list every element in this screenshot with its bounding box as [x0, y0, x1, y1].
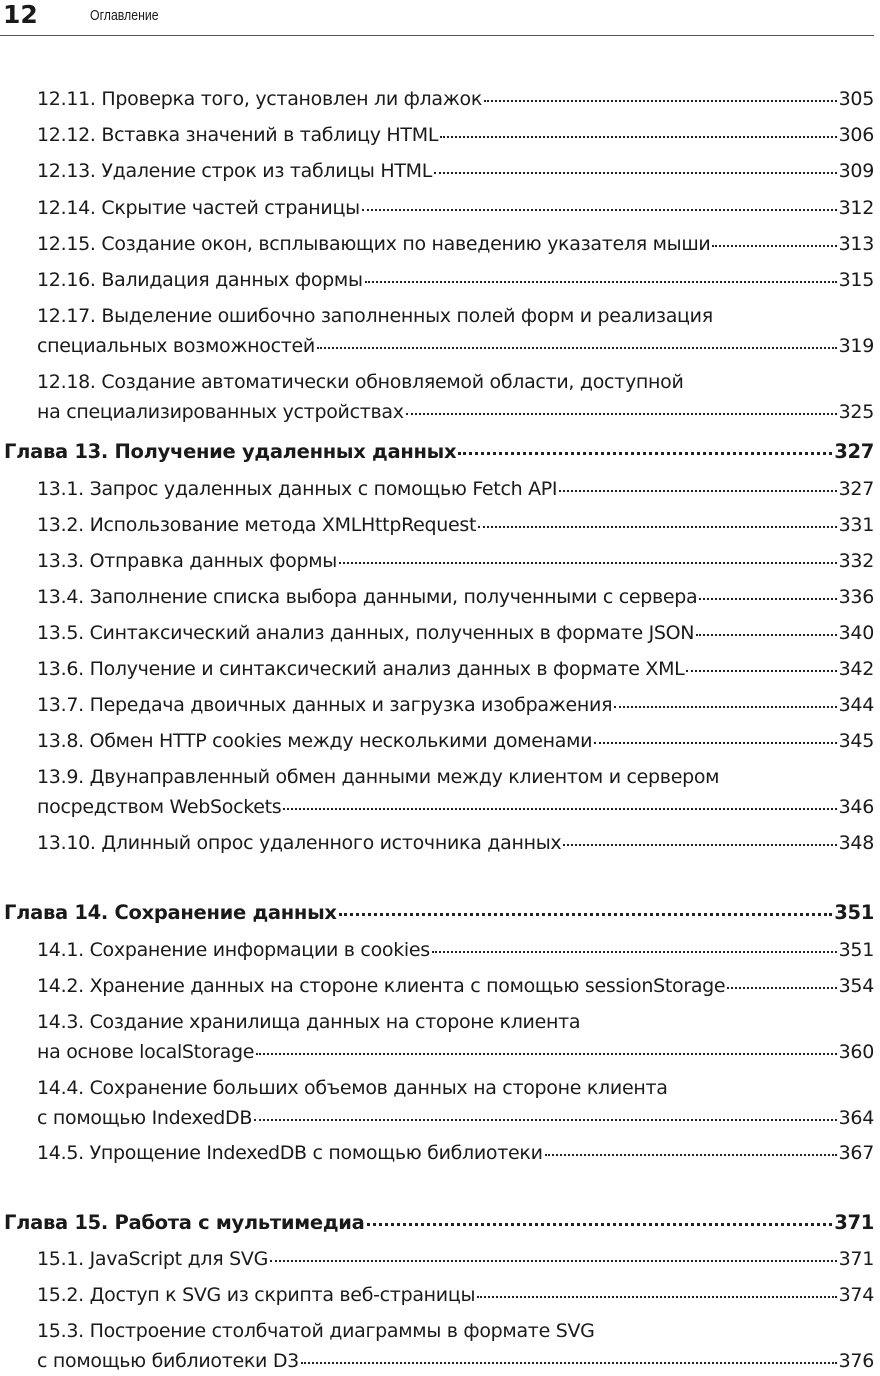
- toc-entry-title: 12.12. Вставка значений в таблицу HTML: [37, 124, 439, 146]
- toc-entry-line: [37, 1280, 874, 1310]
- toc-entry-line: [37, 582, 874, 612]
- toc-entry-line: [37, 828, 874, 858]
- toc-entry-title: 13.7. Передача двоичных данных и загрузка изображения: [37, 694, 613, 716]
- toc-page-number: 327: [838, 478, 874, 500]
- toc-section-entry: [37, 510, 874, 540]
- toc-entry-title: Глава 14. Сохранение данных: [4, 901, 337, 924]
- toc-page-number: 351: [834, 901, 874, 924]
- dot-leader: [367, 1222, 833, 1226]
- toc-entry-line: [37, 1037, 874, 1067]
- toc-chapter-entry: [4, 1208, 874, 1238]
- dot-leader: [484, 99, 837, 102]
- toc-entry-title: с помощью библиотеки D3: [37, 1350, 299, 1372]
- dot-leader: [614, 705, 836, 708]
- toc-section-entry: [37, 971, 874, 1001]
- toc-section-entry: [37, 474, 874, 504]
- toc-entry-line: [37, 1346, 874, 1376]
- toc-entry-title: 12.16. Валидация данных формы: [37, 269, 363, 291]
- dot-leader: [699, 597, 836, 600]
- toc-entry-line: [37, 331, 874, 361]
- toc-section-entry: [37, 935, 874, 965]
- toc-page-number: 305: [838, 88, 874, 110]
- toc-section-entry: [37, 618, 874, 648]
- toc-section-entry: [37, 690, 874, 720]
- toc-section-entry: [37, 1280, 874, 1310]
- toc-entry-title: 13.9. Двунаправленный обмен данными между клиентом и сервером: [37, 766, 720, 788]
- toc-page-number: 345: [838, 730, 874, 752]
- toc-section-entry: [37, 654, 874, 684]
- toc-page-number: 351: [838, 939, 874, 961]
- toc-section-entry: [37, 301, 874, 361]
- toc-page-number: 360: [838, 1041, 874, 1063]
- toc-chapter-entry: [4, 437, 874, 467]
- dot-leader: [254, 1118, 837, 1121]
- dot-leader: [365, 280, 837, 283]
- toc-entry-line: [37, 510, 874, 540]
- toc-section-entry: [37, 828, 874, 858]
- toc-entry-line: [37, 1316, 874, 1346]
- toc-entry-line: [37, 1138, 874, 1168]
- toc-section-entry: [37, 120, 874, 150]
- page-number: 12: [3, 0, 38, 29]
- toc-page-number: 331: [838, 514, 874, 536]
- toc-page-number: 312: [838, 197, 874, 219]
- toc-entry-title: 13.8. Обмен HTTP cookies между несколькими доменами: [37, 730, 593, 752]
- toc-page-number: 340: [838, 622, 874, 644]
- toc-page-number: 342: [838, 658, 874, 680]
- toc-entry-line: [37, 1073, 874, 1103]
- dot-leader: [545, 1153, 837, 1156]
- toc-entry-line: [37, 1007, 874, 1037]
- toc-entry-title: 14.3. Создание хранилища данных на стороне клиента: [37, 1011, 581, 1033]
- toc-page-number: 346: [838, 796, 874, 818]
- toc-entry-line: [37, 156, 874, 186]
- toc-page-number: 315: [838, 269, 874, 291]
- toc-entry-line: [37, 193, 874, 223]
- toc-section-entry: [37, 762, 874, 822]
- toc-page-number: 309: [838, 160, 874, 182]
- toc-entry-line: [37, 84, 874, 114]
- toc-entry-title: 14.2. Хранение данных на стороне клиента с помощью sessionStorage: [37, 975, 726, 997]
- toc-page-number: 371: [834, 1211, 874, 1234]
- toc-entry-title: 15.2. Доступ к SVG из скрипта веб-страницы: [37, 1284, 476, 1306]
- toc-entry-title: 12.15. Создание окон, всплывающих по наведению указателя мыши: [37, 233, 711, 255]
- toc-entry-title: на основе localStorage: [37, 1041, 255, 1063]
- toc-entry-line: [37, 397, 874, 427]
- toc-entry-title: на специализированных устройствах: [37, 401, 404, 423]
- running-title: Оглавление: [90, 7, 159, 24]
- dot-leader: [301, 1361, 837, 1364]
- toc-entry-line: [37, 618, 874, 648]
- toc-page-number: 332: [838, 550, 874, 572]
- toc-entry-line: [37, 367, 874, 397]
- dot-leader: [317, 346, 837, 349]
- toc-section-entry: [37, 1138, 874, 1168]
- toc-entry-line: [37, 971, 874, 1001]
- dot-leader: [432, 950, 837, 953]
- toc-page-number: 325: [838, 401, 874, 423]
- toc-entry-line: [4, 437, 874, 467]
- toc-entry-line: [37, 935, 874, 965]
- toc-entry-title: 12.14. Скрытие частей страницы: [37, 197, 360, 219]
- toc-entry-title: 15.1. JavaScript для SVG: [37, 1248, 268, 1270]
- toc-section-entry: [37, 193, 874, 223]
- toc-entry-title: 14.4. Сохранение больших объемов данных на стороне клиента: [37, 1077, 668, 1099]
- toc-entry-title: специальных возможностей: [37, 335, 315, 357]
- dot-leader: [696, 633, 836, 636]
- dot-leader: [712, 244, 836, 247]
- toc-section-entry: [37, 84, 874, 114]
- toc-section-entry: [37, 1316, 874, 1376]
- dot-leader: [458, 451, 832, 455]
- toc-page-number: 364: [838, 1107, 874, 1129]
- toc-page-number: 374: [838, 1284, 874, 1306]
- dot-leader: [559, 489, 836, 492]
- toc-entry-title: 14.5. Упрощение IndexedDB с помощью библиотеки: [37, 1142, 543, 1164]
- toc-section-entry: [37, 546, 874, 576]
- dot-leader: [339, 561, 837, 564]
- toc-section-entry: [37, 582, 874, 612]
- toc-section-entry: [37, 1073, 874, 1133]
- toc-page-number: 354: [838, 975, 874, 997]
- toc-entry-title: 13.10. Длинный опрос удаленного источника данных: [37, 832, 562, 854]
- toc-entry-line: [37, 762, 874, 792]
- toc-section-entry: [37, 1244, 874, 1274]
- dot-leader: [406, 412, 837, 415]
- toc-page-number: 306: [838, 124, 874, 146]
- toc-page-number: 336: [838, 586, 874, 608]
- toc-entry-title: 14.1. Сохранение информации в cookies: [37, 939, 430, 961]
- toc-entry-title: 13.4. Заполнение списка выбора данными, полученными с сервера: [37, 586, 698, 608]
- toc-entry-title: 12.18. Создание автоматически обновляемой области, доступной: [37, 371, 684, 393]
- dot-leader: [594, 741, 836, 744]
- dot-leader: [270, 1259, 837, 1262]
- toc-entry-title: посредством WebSockets: [37, 796, 282, 818]
- toc-section-entry: [37, 156, 874, 186]
- toc-page-number: 327: [834, 440, 874, 463]
- toc-entry-title: 12.11. Проверка того, установлен ли флажок: [37, 88, 483, 110]
- header-rule: [0, 35, 874, 36]
- dot-leader: [256, 1052, 836, 1055]
- toc-entry-title: 13.5. Синтаксический анализ данных, полученных в формате JSON: [37, 622, 695, 644]
- toc-entry-line: [37, 120, 874, 150]
- toc-entry-line: [37, 265, 874, 295]
- toc-entry-line: [37, 792, 874, 822]
- toc-entry-line: [37, 301, 874, 331]
- toc-entry-title: 12.17. Выделение ошибочно заполненных полей форм и реализация: [37, 305, 713, 327]
- toc-section-entry: [37, 726, 874, 756]
- toc-page-number: 371: [838, 1248, 874, 1270]
- page-header: [0, 0, 880, 36]
- dot-leader: [477, 1295, 836, 1298]
- toc-entry-line: [37, 654, 874, 684]
- toc-entry-title: Глава 13. Получение удаленных данных: [4, 440, 457, 463]
- toc-section-entry: [37, 1007, 874, 1067]
- toc-section-entry: [37, 229, 874, 259]
- toc-page-number: 313: [838, 233, 874, 255]
- toc-entry-line: [37, 229, 874, 259]
- toc-page-number: 348: [838, 832, 874, 854]
- dot-leader: [478, 525, 836, 528]
- toc-entry-title: Глава 15. Работа с мультимедиа: [4, 1211, 365, 1234]
- toc-entry-line: [37, 1244, 874, 1274]
- toc-entry-title: 13.1. Запрос удаленных данных с помощью Fetch API: [37, 478, 558, 500]
- dot-leader: [727, 986, 836, 989]
- toc-entry-line: [37, 690, 874, 720]
- dot-leader: [563, 843, 836, 846]
- dot-leader: [686, 669, 836, 672]
- toc-section-entry: [37, 367, 874, 427]
- dot-leader: [339, 912, 832, 916]
- toc-entry-line: [37, 1103, 874, 1133]
- toc-page-number: 319: [838, 335, 874, 357]
- toc-chapter-entry: [4, 898, 874, 928]
- dot-leader: [362, 208, 837, 211]
- toc-entry-line: [37, 474, 874, 504]
- toc-entry-line: [37, 546, 874, 576]
- toc-section-entry: [37, 265, 874, 295]
- toc-entry-title: 13.2. Использование метода XMLHttpRequest: [37, 514, 477, 536]
- toc-entry-line: [4, 1208, 874, 1238]
- toc-page-number: 376: [838, 1350, 874, 1372]
- toc-entry-title: 15.3. Построение столбчатой диаграммы в формате SVG: [37, 1320, 595, 1342]
- toc-entry-title: с помощью IndexedDB: [37, 1107, 253, 1129]
- toc-entry-line: [37, 726, 874, 756]
- toc-entry-line: [4, 898, 874, 928]
- toc-page-number: 344: [838, 694, 874, 716]
- toc-page-number: 367: [838, 1142, 874, 1164]
- toc-entry-title: 12.13. Удаление строк из таблицы HTML: [37, 160, 433, 182]
- dot-leader: [434, 171, 837, 174]
- toc-entry-title: 13.6. Получение и синтаксический анализ данных в формате XML: [37, 658, 685, 680]
- dot-leader: [440, 135, 837, 138]
- dot-leader: [283, 807, 836, 810]
- toc-entry-title: 13.3. Отправка данных формы: [37, 550, 337, 572]
